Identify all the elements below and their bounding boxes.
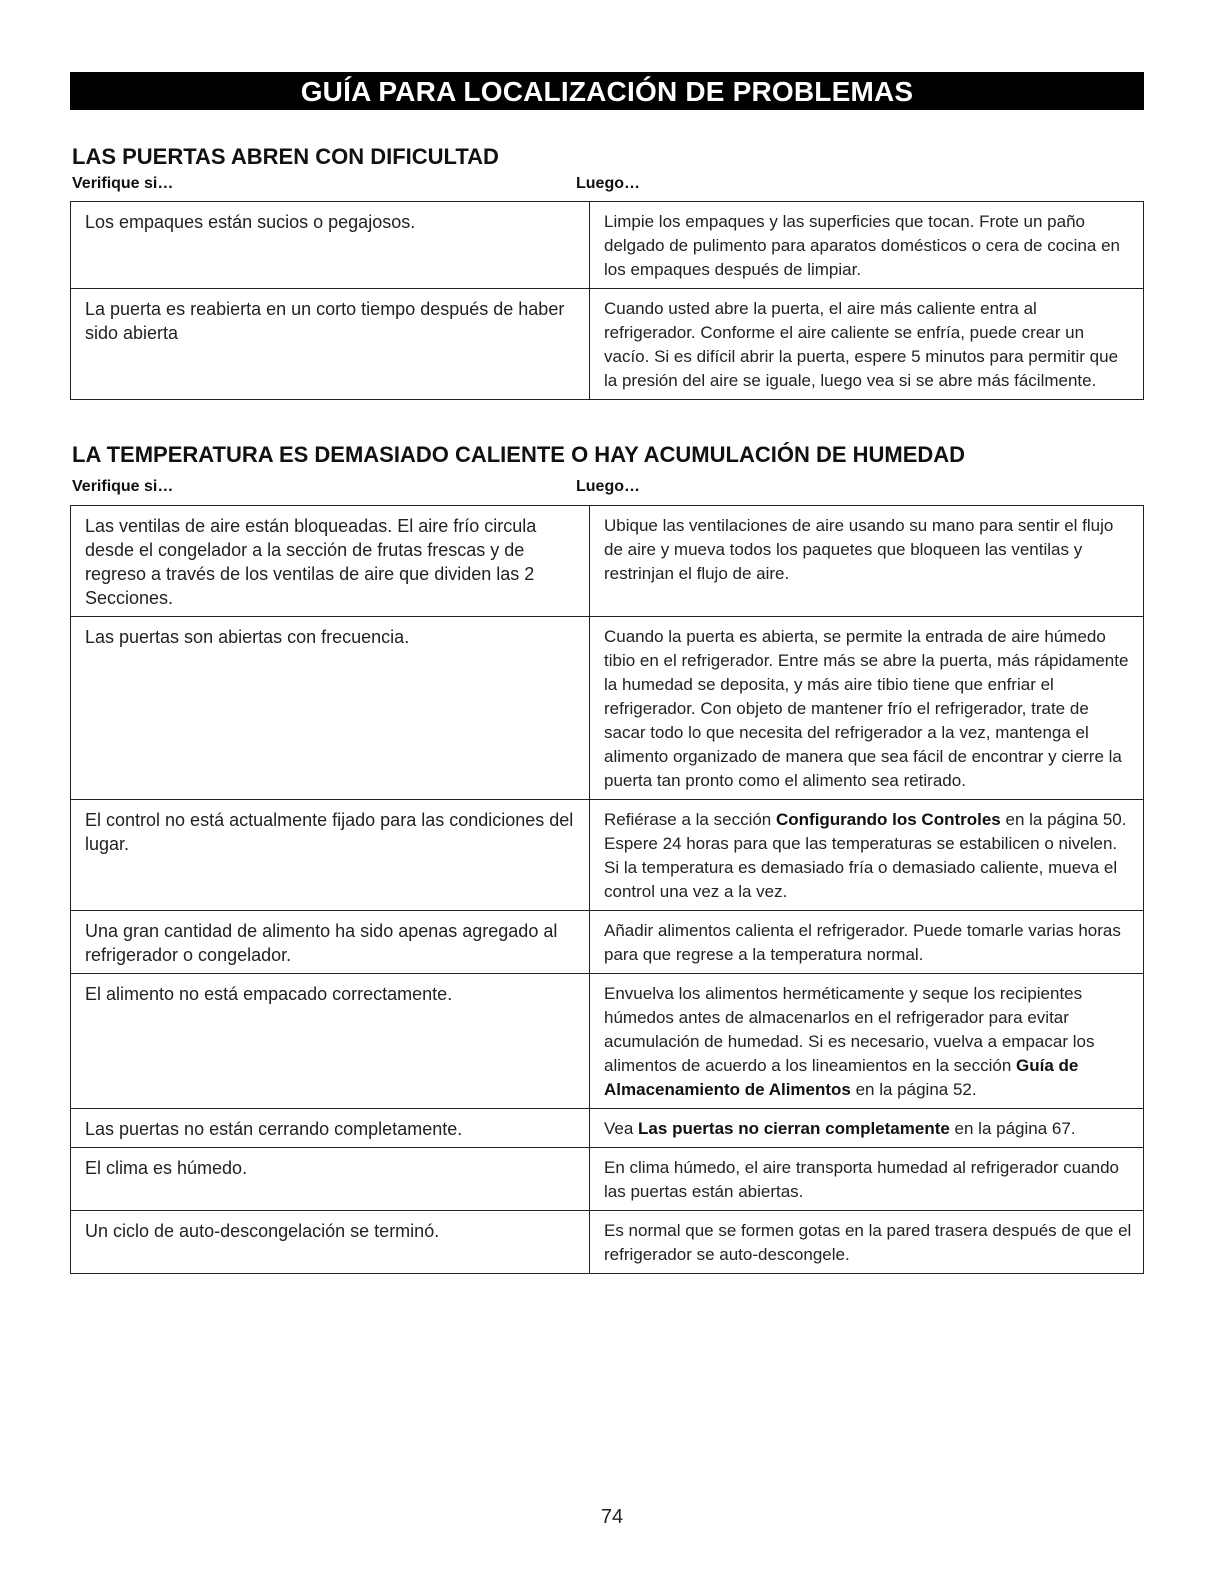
then-extra-text: Espere 24 horas para que las temperaturas se estabilicen o nivelen. Si la temperatura es demasiado fría o demasiado caliente, mueva el control una vez a la vez. (604, 834, 1118, 901)
then-cell: Cuando la puerta es abierta, se permite la entrada de aire húmedo tibio en el refrigerador. Entre más se abre la puerta, más rápidamente la humedad se deposita, y más aire tibio tiene que enfriar el refrigerador. Con objeto de mantener frío el refrigerador, trate de sacar todo lo que necesita del refrigerador a la vez, mantenga el alimento organizado de manera que sea fácil de encontrar y cierre la puerta tan pronto como el alimento sea retirado. (590, 617, 1144, 800)
check-cell: Las puertas no están cerrando completamente. (71, 1109, 590, 1148)
then-cell (590, 800, 1144, 911)
check-cell: Los empaques están sucios o pegajosos. (71, 202, 590, 289)
check-cell: Las puertas son abiertas con frecuencia. (71, 617, 590, 800)
table-row (71, 974, 1144, 1109)
then-cell: Envuelva los alimentos herméticamente y seque los recipientes húmedos antes de almacenarlos en el refrigerador para evitar acumulación de humedad. Si es necesario, vuelva a empacar los alimentos de acuerdo a los lineamientos en la sección Guía de Almacenamiento de Alimentos en la página 52. (590, 974, 1144, 1109)
table-row (71, 1211, 1144, 1274)
check-column-header: Verifique si… (72, 478, 174, 495)
table-row (71, 289, 1144, 400)
page-number: 74 (600, 1506, 624, 1528)
check-cell: La puerta es reabierta en un corto tiempo después de haber sido abierta (71, 289, 590, 400)
check-cell: Un ciclo de auto-descongelación se terminó. (71, 1211, 590, 1274)
table-row (71, 1148, 1144, 1211)
then-cell: Ubique las ventilaciones de aire usando su mano para sentir el flujo de aire y mueva todos los paquetes que bloqueen las ventilas y restrinjan el flujo de aire. (590, 506, 1144, 617)
then-text: Refiérase a la sección Configurando los Controles en la página 50. (604, 810, 1127, 829)
page-banner: GUÍA PARA LOCALIZACIÓN DE PROBLEMAS (70, 72, 1144, 110)
check-cell: El alimento no está empacado correctamente. (71, 974, 590, 1109)
table-row (71, 800, 1144, 911)
table-row (71, 1109, 1144, 1148)
then-cell: En clima húmedo, el aire transporta humedad al refrigerador cuando las puertas están abiertas. (590, 1148, 1144, 1211)
check-column-header: Verifique si… (72, 175, 174, 192)
then-cell: Limpie los empaques y las superficies que tocan. Frote un paño delgado de pulimento para aparatos domésticos o cera de cocina en los empaques después de limpiar. (590, 202, 1144, 289)
then-cell: Cuando usted abre la puerta, el aire más caliente entra al refrigerador. Conforme el aire caliente se enfría, puede crear un vacío. Si es difícil abrir la puerta, espere 5 minutos para permitir que la presión del aire se iguale, luego vea si se abre más fácilmente. (590, 289, 1144, 400)
table-row (71, 617, 1144, 800)
check-cell: Una gran cantidad de alimento ha sido apenas agregado al refrigerador o congelador. (71, 911, 590, 974)
section-title-temperature: LA TEMPERATURA ES DEMASIADO CALIENTE O HAY ACUMULACIÓN DE HUMEDAD (72, 442, 966, 467)
table-row (71, 202, 1144, 289)
table-row (71, 911, 1144, 974)
then-cell: Vea Las puertas no cierran completamente en la página 67. (590, 1109, 1144, 1148)
then-cell: Añadir alimentos calienta el refrigerador. Puede tomarle varias horas para que regrese a la temperatura normal. (590, 911, 1144, 974)
check-cell: Las ventilas de aire están bloqueadas. El aire frío circula desde el congelador a la sección de frutas frescas y de regreso a través de los ventilas de aire que dividen las 2 Secciones. (71, 506, 590, 617)
then-column-header: Luego… (576, 478, 640, 495)
then-column-header: Luego… (576, 175, 640, 192)
check-cell: El clima es húmedo. (71, 1148, 590, 1211)
table-row (71, 506, 1144, 617)
section-title-doors: LAS PUERTAS ABREN CON DIFICULTAD (72, 144, 499, 169)
controls-section-reference: Configurando los Controles (775, 810, 1001, 829)
check-cell: El control no está actualmente fijado para las condiciones del lugar. (71, 800, 590, 911)
temperature-table (70, 505, 1144, 1274)
storage-guide-reference: Guía de Almacenamiento de Alimentos (604, 1056, 1079, 1099)
doors-not-closing-reference: Las puertas no cierran completamente (638, 1119, 950, 1138)
then-cell: Es normal que se formen gotas en la pared trasera después de que el refrigerador se auto-descongele. (590, 1211, 1144, 1274)
doors-table (70, 201, 1144, 400)
